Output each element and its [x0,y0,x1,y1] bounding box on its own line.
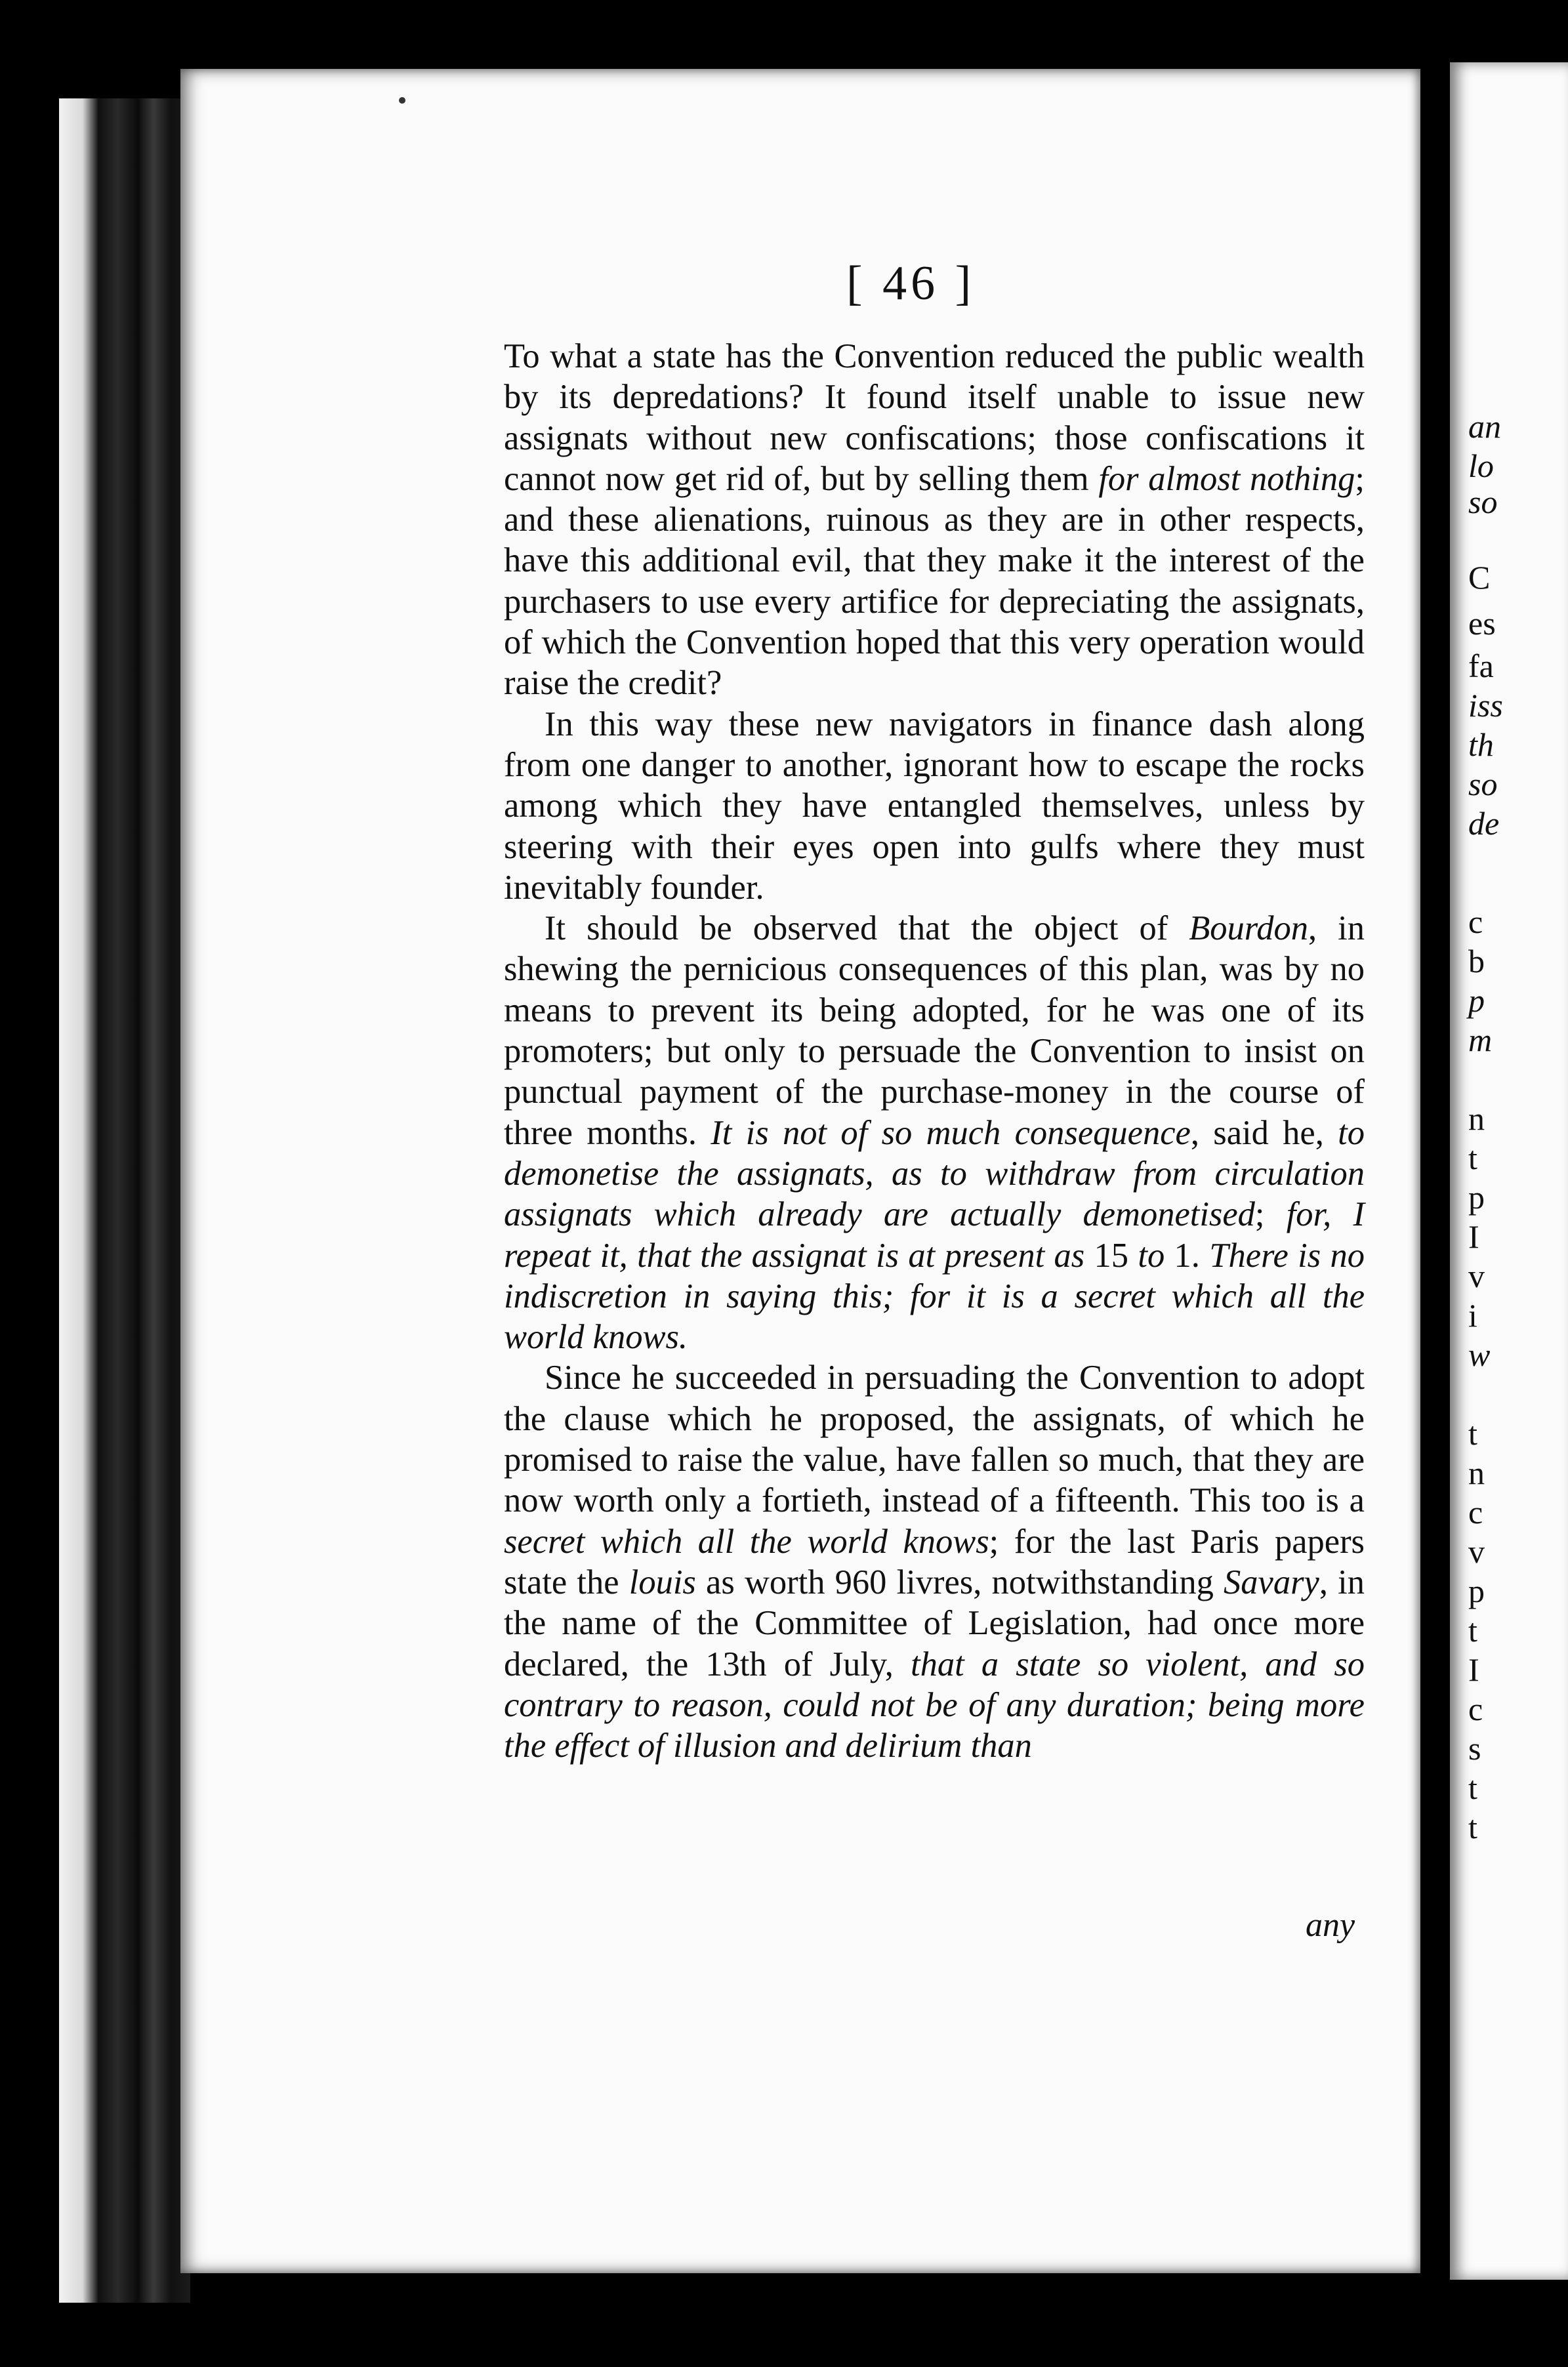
facing-page-fragment: I [1468,1651,1479,1688]
facing-page-fragment: v [1468,1533,1485,1570]
text-run: It should be observed that the object of [545,909,1189,948]
facing-page-fragment: p [1468,1179,1485,1216]
facing-page-fragment: I [1468,1218,1479,1255]
book-binding [59,98,190,2303]
catchword: any [1306,1906,1355,1944]
text-run: 1. [1165,1236,1210,1275]
facing-page-fragment: t [1468,1415,1477,1452]
facing-page-fragment: t [1468,1140,1477,1176]
facing-page-fragment: de [1468,805,1500,842]
text-run: Since he succeeded in persuading the Convention to adopt the clause which he proposed, the assignats, of which he promised to raise the value, have fallen so much, that they are now worth only a fortieth, instead of a fifteenth. This too is a [504,1359,1365,1520]
facing-page-fragment: v [1468,1258,1485,1294]
italic-run: louis [629,1563,696,1601]
facing-page-edge [1450,62,1568,2280]
italic-run: that a state so violent, and so contrary to reason, could not be of any duration; being more the effect of illusion and delirium than [504,1645,1365,1765]
italic-run: to [1138,1236,1165,1275]
text-run: , said he, [1190,1113,1338,1152]
italic-run: There is no indiscretion in saying this; for it is a secret which all the world knows. [504,1236,1365,1357]
facing-page-fragment: n [1468,1454,1485,1491]
facing-page-fragment: so [1468,484,1498,520]
facing-page-fragment: iss [1468,687,1503,724]
facing-page-fragment: w [1468,1336,1491,1373]
facing-page-fragment: n [1468,1100,1485,1137]
facing-page-fragment: an [1468,408,1501,445]
italic-run: to demonetise the assignats, as to withdraw from circulation assignats which already are actually demonetised [504,1113,1365,1234]
text-run: ; for the last Paris papers state the [504,1522,1365,1601]
text-run: ; and these alienations, ruinous as they are in other respects, have this additional evil, that they make it the interest of the purchasers to use every artifice for depreciating the assignats, of which the Convention hoped that this very operation would raise the credit? [504,459,1365,703]
text-run: as worth 960 livres, notwithstanding [695,1563,1224,1601]
text-run: , in shewing the pernicious consequences of this plan, was by no means to prevent its being adopted, for he was one of its promoters; but only to persuade the Convention to insist on punctual payment of the purchase-money in the course of three months. [504,909,1365,1152]
page-number: [ 46 ] [846,257,976,310]
ink-speck [399,97,405,104]
facing-page-fragment: C [1468,559,1491,596]
italic-run: secret which all the world knows [504,1522,989,1561]
paragraph [504,908,1365,1357]
facing-page-fragment: th [1468,726,1494,763]
italic-run: It is not of so much consequence [711,1113,1191,1152]
facing-page-fragment: c [1468,1494,1483,1531]
facing-page-fragment: t [1468,1809,1477,1845]
text-run: ; [1254,1195,1287,1234]
text-run: To what a state has the Convention reduced the public wealth by its depredations? It found itself unable to issue new assignats without new confiscations; those confiscations it cannot now get rid of, but by selling them [504,337,1365,498]
facing-page-fragment: m [1468,1021,1493,1058]
facing-page-fragment: p [1468,1573,1485,1609]
text-run: , in the name of the Committee of Legislation, had once more declared, the 13th of July, [504,1563,1365,1683]
text-run: 15 [1084,1236,1138,1275]
facing-page-fragment: i [1468,1297,1477,1334]
facing-page-fragment: t [1468,1769,1477,1806]
italic-run: for, I repeat it, that the assignat is at present as [504,1195,1365,1275]
facing-page-fragment: p [1468,982,1485,1019]
facing-page-fragment: s [1468,1730,1481,1767]
paragraph [504,336,1365,704]
facing-page-fragment: t [1468,1612,1477,1649]
facing-page-fragment: so [1468,766,1498,802]
body-text [504,336,1365,1766]
facing-page-fragment: fa [1468,648,1494,684]
text-run: In this way these new navigators in finance dash along from one danger to another, ignorant how to escape the rocks among which they have entangled themselves, unless by steering with their eyes open into gulfs where they must inevitably founder. [504,705,1365,907]
paragraph [504,704,1365,908]
facing-page-fragment: c [1468,1691,1483,1727]
facing-page-fragment: b [1468,943,1485,979]
facing-page-fragment: lo [1468,447,1494,484]
italic-run: for almost nothing [1098,459,1355,498]
italic-run: Bourdon [1189,909,1309,948]
facing-page-fragment: es [1468,605,1496,642]
paragraph [504,1357,1365,1766]
facing-page-fragment: c [1468,903,1483,940]
italic-run: Savary [1224,1563,1319,1601]
